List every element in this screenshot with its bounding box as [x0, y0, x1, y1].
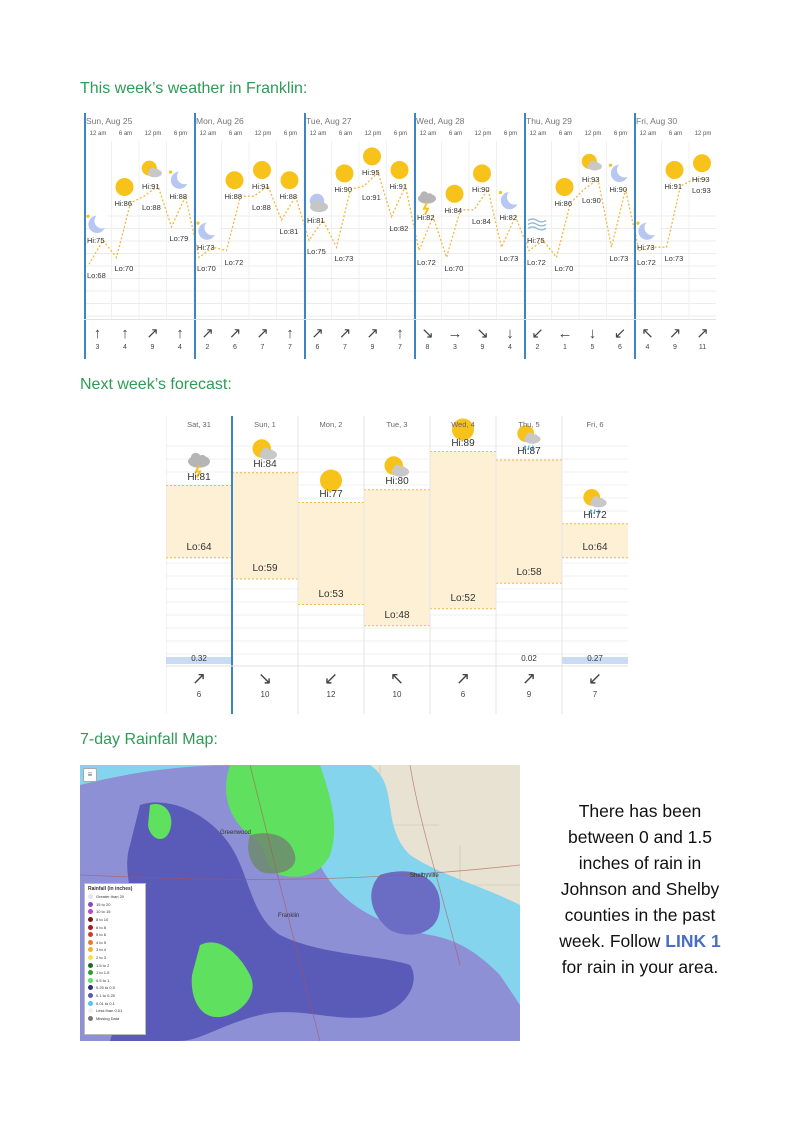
- daily-column: [364, 416, 430, 714]
- legend-label: Less than 0.01: [96, 1008, 123, 1014]
- wind-speed: 9: [673, 344, 677, 351]
- hour-label: 12 pm: [254, 131, 272, 137]
- hour-label: 6 am: [668, 131, 683, 137]
- hourly-high-label: Hi:93: [582, 175, 600, 185]
- hourly-wind: [469, 319, 496, 359]
- rain-amount: 0.02: [521, 654, 537, 663]
- hour-label: 6 pm: [283, 131, 298, 137]
- legend-item: [88, 931, 142, 939]
- rain-link[interactable]: LINK 1: [665, 931, 721, 951]
- daily-low-label: Lo:53: [318, 588, 344, 600]
- hourly-high-label: Hi:90: [472, 185, 490, 195]
- hourly-wind: [634, 319, 661, 359]
- daily-low-label: Lo:52: [450, 592, 476, 604]
- daily-high-label: Hi:80: [385, 475, 409, 487]
- wind-arrow-icon: ↖: [389, 669, 405, 688]
- wind-arrow-icon: ↗: [191, 669, 207, 688]
- hourly-forecast-chart: [84, 113, 716, 359]
- wind-arrow-icon: ↙: [323, 669, 339, 688]
- hourly-wind: [277, 319, 304, 359]
- hourly-low-label: Lo:68: [87, 271, 106, 281]
- hourly-high-label: Hi:90: [334, 185, 353, 195]
- daily-column: [430, 416, 496, 714]
- legend-item: [88, 916, 142, 924]
- hourly-low-label: Lo:88: [252, 203, 271, 213]
- hourly-wind: [524, 319, 551, 359]
- hourly-low-label: Lo:79: [169, 233, 189, 243]
- map-layers-button[interactable]: ≡: [83, 768, 97, 782]
- hourly-high-label: Hi:91: [664, 182, 683, 191]
- legend-label: 1 to 1.5: [96, 970, 110, 976]
- wind-arrow-icon: ↗: [696, 325, 709, 342]
- hourly-high-label: Hi:91: [142, 182, 160, 191]
- daily-column: [496, 416, 562, 714]
- hourly-wind: [662, 319, 689, 359]
- hour-label: 12 pm: [584, 131, 602, 137]
- wind-arrow-icon: ↗: [668, 325, 682, 342]
- hourly-low-label: Lo:70: [114, 264, 134, 274]
- legend-label: 0.5 to 1: [96, 977, 110, 983]
- legend-swatch: [88, 1016, 93, 1021]
- day-name: Wed, 4: [451, 420, 475, 429]
- legend-label: 8 to 10: [96, 917, 109, 923]
- legend-item: [88, 954, 142, 962]
- hourly-low-label: Lo:73: [664, 254, 684, 264]
- hour-label: 6 am: [558, 131, 573, 137]
- hourly-low-label: Lo:70: [554, 264, 574, 274]
- hourly-low-label: Lo:91: [362, 193, 381, 202]
- hour-label: 12 am: [529, 131, 547, 137]
- hourly-high-label: Hi:88: [169, 192, 188, 202]
- wind-speed: 11: [698, 344, 707, 351]
- hourly-wind: [414, 319, 441, 359]
- wind-speed: 4: [123, 344, 127, 351]
- day-name: Mon, 2: [319, 420, 343, 429]
- rainfall-map-image: [80, 765, 520, 1041]
- wind-arrow-icon: ↗: [521, 669, 537, 688]
- legend-swatch: [88, 963, 93, 968]
- hourly-low-label: Lo:72: [224, 257, 244, 267]
- wind-arrow-icon: ↑: [176, 325, 184, 342]
- hour-label: 12 am: [419, 131, 437, 137]
- legend-label: 1.5 to 2: [96, 962, 110, 968]
- hour-label: 6 am: [118, 131, 133, 137]
- hourly-wind: [332, 319, 359, 359]
- legend-swatch: [88, 1001, 93, 1006]
- daily-low-label: Lo:48: [384, 609, 410, 621]
- hourly-high-label: Hi:82: [499, 212, 518, 222]
- legend-swatch: [88, 978, 93, 983]
- hourly-high-label: Hi:88: [279, 192, 298, 202]
- wind-arrow-icon: ↗: [455, 669, 471, 688]
- rainfall-map[interactable]: [80, 765, 520, 1041]
- hourly-low-label: Lo:84: [472, 216, 491, 226]
- wind-speed: 4: [508, 344, 512, 351]
- wind-arrow-icon: ↖: [641, 325, 654, 342]
- legend-label: 0.25 to 0.5: [96, 985, 115, 991]
- hourly-wind: [442, 319, 469, 359]
- wind-arrow-icon: ↑: [286, 325, 294, 342]
- hourly-low-label: Lo:72: [527, 257, 546, 267]
- day-name: Sat, 31: [187, 420, 211, 429]
- day-name: Thu, Aug 29: [526, 116, 572, 126]
- legend-item: [88, 901, 142, 909]
- hourly-high-label: Hi:86: [554, 199, 573, 208]
- daily-wind: [430, 668, 496, 699]
- legend-swatch: [88, 925, 93, 930]
- daily-high-label: Hi:81: [187, 471, 211, 483]
- hourly-high-label: Hi:88: [224, 192, 243, 202]
- hourly-high-label: Hi:86: [114, 199, 133, 208]
- legend-label: 5 to 6: [96, 932, 107, 938]
- day-name: Tue, 3: [386, 420, 408, 429]
- hourly-high-label: Hi:91: [389, 182, 408, 191]
- legend-title: Rainfall (in inches): [88, 886, 133, 892]
- hour-label: 12 am: [639, 131, 657, 137]
- legend-item: [88, 939, 142, 947]
- wind-speed: 6: [315, 344, 320, 351]
- hourly-low-label: Lo:75: [307, 247, 326, 257]
- hourly-high-label: Hi:95: [362, 168, 380, 178]
- wind-speed: 4: [178, 344, 182, 351]
- day-name: Fri, Aug 30: [636, 116, 678, 126]
- day-name: Sun, 1: [254, 420, 276, 429]
- wind-arrow-icon: ↗: [146, 325, 159, 342]
- hour-label: 6 am: [338, 131, 353, 137]
- wind-arrow-icon: ↗: [201, 325, 214, 342]
- rain-note-text-after: for rain in your area.: [561, 957, 719, 977]
- hourly-low-label: Lo:90: [582, 196, 601, 206]
- legend-item: [88, 1007, 142, 1015]
- daily-high-label: Hi:87: [517, 446, 541, 457]
- legend-item: [88, 893, 142, 901]
- wind-arrow-icon: ↗: [228, 325, 242, 342]
- legend-swatch: [88, 909, 93, 914]
- hourly-high-label: Hi:90: [609, 185, 628, 195]
- wind-arrow-icon: ←: [557, 325, 573, 342]
- wind-arrow-icon: ↑: [121, 325, 129, 342]
- wind-speed: 9: [480, 344, 485, 351]
- map-place-label: Greenwood: [220, 830, 252, 836]
- this-week-heading: This week’s weather in Franklin:: [80, 80, 308, 97]
- hourly-high-label: Hi:75: [87, 236, 105, 246]
- daily-high-label: Hi:72: [583, 509, 607, 521]
- daily-wind: [298, 668, 364, 699]
- hourly-wind: [167, 319, 194, 359]
- wind-row-separator: [84, 319, 716, 320]
- legend-swatch: [88, 932, 93, 937]
- next-week-heading: Next week’s forecast:: [80, 376, 232, 393]
- legend-item: [88, 969, 142, 977]
- daily-high-label: Hi:77: [319, 488, 343, 500]
- rainfall-legend: [84, 883, 146, 1035]
- legend-item: [88, 977, 142, 985]
- rain-note-text: There has been between 0 and 1.5 inches of rain in Johnson and Shelby counties in the past week. Follow: [559, 801, 720, 951]
- daily-high-label: Hi:84: [253, 458, 277, 470]
- hour-label: 12 am: [89, 131, 107, 137]
- wind-speed: 7: [398, 344, 402, 351]
- daily-low-label: Lo:59: [252, 563, 278, 574]
- wind-speed: 2: [205, 344, 210, 351]
- wind-arrow-icon: ↑: [396, 325, 404, 342]
- daily-wind: [496, 668, 562, 699]
- wind-speed: 7: [260, 344, 265, 351]
- daily-wind: [232, 668, 298, 699]
- legend-label: 2 to 3: [96, 955, 107, 961]
- daily-column: [166, 416, 232, 714]
- hourly-wind: [579, 319, 606, 359]
- legend-swatch: [88, 917, 93, 922]
- legend-item: [88, 999, 142, 1007]
- hour-label: 12 pm: [474, 131, 492, 137]
- daily-low-label: Lo:58: [516, 567, 542, 579]
- day-name: Sun, Aug 25: [86, 116, 133, 126]
- hourly-low-label: Lo:88: [142, 203, 161, 213]
- wind-speed: 6: [196, 690, 202, 699]
- hour-label: 12 pm: [364, 131, 382, 137]
- day-name: Tue, Aug 27: [306, 116, 352, 126]
- hourly-high-label: Hi:82: [417, 212, 435, 222]
- hourly-low-label: Lo:82: [389, 223, 409, 233]
- wind-speed: 5: [590, 344, 595, 351]
- hourly-wind: [607, 319, 634, 359]
- daily-column: [562, 416, 628, 714]
- wind-speed: 3: [95, 344, 100, 351]
- hour-label: 12 pm: [694, 131, 712, 137]
- hourly-wind: [304, 319, 331, 359]
- wind-arrow-icon: ↗: [338, 325, 352, 342]
- wind-speed: 9: [526, 690, 532, 699]
- wind-speed: 9: [150, 344, 155, 351]
- wind-speed: 10: [392, 690, 402, 699]
- wind-speed: 2: [535, 344, 540, 351]
- hour-label: 6 pm: [503, 131, 518, 137]
- hourly-high-label: Hi:91: [252, 182, 270, 191]
- wind-arrow-icon: ↓: [506, 325, 514, 342]
- wind-arrow-icon: ↘: [257, 669, 273, 688]
- hourly-low-label: Lo:70: [197, 264, 216, 274]
- hourly-high-label: Hi:73: [197, 243, 215, 253]
- hourly-wind: [194, 319, 221, 359]
- day-name: Wed, Aug 28: [416, 116, 465, 126]
- hourly-wind: [552, 319, 579, 359]
- legend-label: 3 to 4: [96, 947, 107, 953]
- hourly-wind: [249, 319, 276, 359]
- wind-speed: 4: [645, 344, 650, 351]
- wind-speed: 7: [288, 344, 292, 351]
- wind-arrow-icon: ↗: [256, 325, 269, 342]
- wind-speed: 7: [592, 690, 598, 699]
- hourly-low-label: Lo:73: [609, 254, 629, 264]
- wind-speed: 6: [618, 344, 622, 351]
- hour-label: 6 pm: [393, 131, 408, 137]
- wind-speed: 7: [343, 344, 347, 351]
- legend-swatch: [88, 993, 93, 998]
- wind-arrow-icon: ↘: [421, 325, 434, 342]
- legend-swatch: [88, 894, 93, 899]
- daily-column: [298, 416, 364, 714]
- hourly-high-label: Hi:81: [307, 216, 325, 225]
- wind-arrow-icon: ↙: [613, 325, 627, 342]
- legend-label: 4 to 5: [96, 939, 107, 945]
- day-name: Mon, Aug 26: [196, 116, 244, 126]
- hourly-low-label: Lo:73: [499, 254, 519, 264]
- hourly-wind: [359, 319, 386, 359]
- legend-item: [88, 984, 142, 992]
- legend-label: Greater than 20: [96, 894, 125, 900]
- rain-summary-note: [550, 798, 730, 980]
- daily-column: [232, 416, 298, 714]
- day-name: Thu, 5: [518, 420, 540, 429]
- legend-swatch: [88, 955, 93, 960]
- hour-label: 12 pm: [144, 131, 162, 137]
- hour-label: 12 am: [309, 131, 327, 137]
- daily-wind: [562, 668, 628, 699]
- wind-speed: 3: [453, 344, 457, 351]
- hourly-wind: [387, 319, 414, 359]
- hour-label: 6 am: [228, 131, 243, 137]
- wind-speed: 12: [326, 690, 336, 699]
- wind-arrow-icon: ↗: [311, 325, 324, 342]
- wind-arrow-icon: ↗: [366, 325, 379, 342]
- legend-label: 0.01 to 0.1: [96, 1000, 115, 1006]
- wind-arrow-icon: ↘: [476, 325, 489, 342]
- hourly-high-label: Hi:93: [692, 175, 710, 185]
- rain-amount: 0.32: [191, 654, 207, 663]
- hour-label: 6 pm: [613, 131, 628, 137]
- hourly-low-label: Lo:81: [279, 227, 299, 236]
- legend-swatch: [88, 985, 93, 990]
- legend-swatch: [88, 902, 93, 907]
- daily-forecast-chart: [166, 416, 628, 714]
- wind-arrow-icon: ↙: [587, 669, 603, 688]
- wind-speed: 9: [370, 344, 375, 351]
- daily-high-label: Hi:89: [451, 437, 475, 449]
- legend-item: [88, 923, 142, 931]
- wind-speed: 1: [563, 344, 567, 351]
- hourly-wind: [497, 319, 524, 359]
- map-place-label: Franklin: [278, 913, 300, 919]
- day-name: Fri, 6: [586, 420, 604, 429]
- daily-low-label: Lo:64: [582, 541, 608, 553]
- daily-wind: [166, 668, 232, 699]
- legend-item: [88, 946, 142, 954]
- legend-swatch: [88, 1008, 93, 1013]
- daily-low-label: Lo:64: [186, 541, 212, 553]
- hourly-wind: [139, 319, 166, 359]
- hourly-high-label: Hi:75: [527, 236, 545, 246]
- legend-label: Missing Data: [96, 1015, 120, 1021]
- legend-item: [88, 961, 142, 969]
- legend-item: [88, 908, 142, 916]
- wind-arrow-icon: ↑: [93, 325, 102, 342]
- legend-item: [88, 992, 142, 1000]
- rain-map-heading: 7-day Rainfall Map:: [80, 731, 218, 748]
- hourly-wind: [222, 319, 249, 359]
- legend-label: 0.1 to 0.25: [96, 993, 115, 999]
- wind-speed: 6: [460, 690, 466, 699]
- hourly-wind: [84, 319, 111, 359]
- hour-label: 6 pm: [173, 131, 188, 137]
- wind-arrow-icon: →: [447, 325, 463, 342]
- legend-label: 6 to 8: [96, 924, 107, 930]
- wind-arrow-icon: ↓: [588, 325, 597, 342]
- hourly-low-label: Lo:70: [444, 264, 464, 274]
- hourly-low-label: Lo:72: [637, 257, 656, 267]
- hourly-wind: [689, 319, 716, 359]
- rain-amount: 0.27: [587, 654, 603, 663]
- legend-label: 10 to 15: [96, 909, 111, 915]
- hourly-high-label: Hi:84: [444, 205, 463, 215]
- legend-item: [88, 1015, 142, 1023]
- wind-speed: 8: [425, 344, 430, 351]
- hourly-low-label: Lo:73: [334, 254, 354, 264]
- hour-label: 12 am: [199, 131, 217, 137]
- hourly-low-label: Lo:72: [417, 257, 436, 267]
- legend-swatch: [88, 947, 93, 952]
- hourly-low-label: Lo:93: [692, 186, 711, 196]
- map-place-label: Shelbyville: [410, 873, 439, 879]
- hourly-high-label: Hi:73: [637, 243, 655, 253]
- daily-wind: [364, 668, 430, 699]
- legend-swatch: [88, 940, 93, 945]
- hourly-wind: [112, 319, 139, 359]
- legend-label: 15 to 20: [96, 901, 111, 907]
- wind-speed: 10: [260, 690, 270, 699]
- wind-arrow-icon: ↙: [531, 325, 544, 342]
- legend-swatch: [88, 970, 93, 975]
- wind-speed: 6: [233, 344, 237, 351]
- hour-label: 6 am: [448, 131, 463, 137]
